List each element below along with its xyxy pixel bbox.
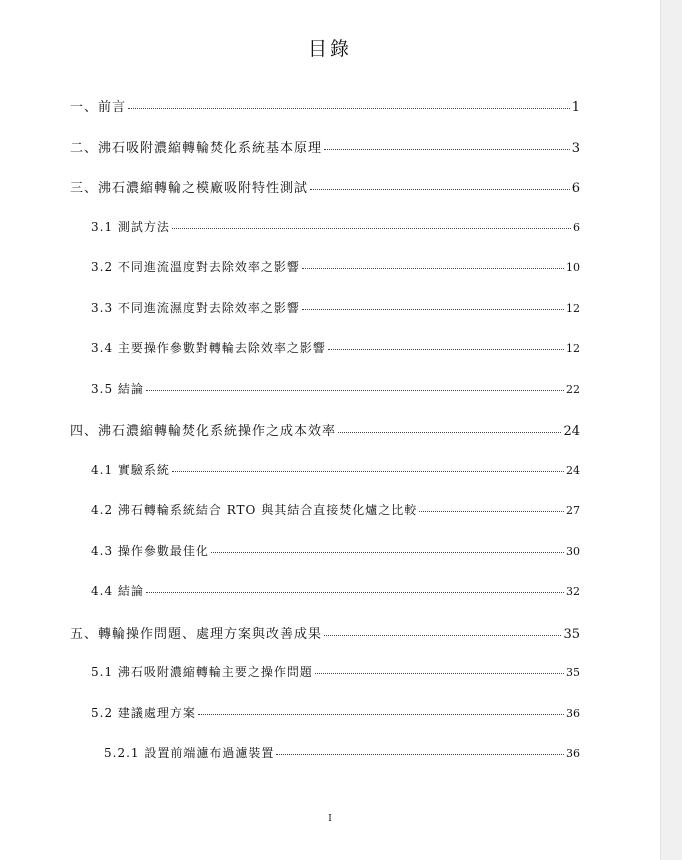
toc-entry-label: 3.4 主要操作參數對轉輪去除效率之影響 [91,341,326,355]
toc-entry[interactable] [70,96,580,115]
dot-leader [419,511,564,512]
dot-leader [302,268,564,269]
toc-entry[interactable] [91,299,580,316]
toc-entry[interactable] [91,663,580,680]
dot-leader [198,714,564,715]
toc-entry-label: 二、沸石吸附濃縮轉輪焚化系統基本原理 [70,140,323,156]
dot-leader [172,228,571,229]
toc-entry-page: 35 [563,626,580,642]
toc-entry-label: 3.5 結論 [91,381,144,396]
toc-entry-page: 3 [571,140,580,156]
toc-entry-label: 4.4 結論 [91,584,144,598]
toc-entry-label: 四、沸石濃縮轉輪焚化系統操作之成本效率 [70,424,337,439]
toc-entry-label: 5.1 沸石吸附濃縮轉輪主要之操作問題 [91,665,313,679]
toc-entry-page: 6 [571,181,580,196]
dot-leader [302,309,564,310]
toc-entry[interactable] [91,582,580,599]
toc-entry-page: 24 [566,463,580,477]
dot-leader [324,635,561,636]
dot-leader [315,673,564,674]
dot-leader [276,754,564,755]
toc-entry-page: 32 [566,585,580,598]
dot-leader [172,471,564,472]
toc-entry-label: 3.1 測試方法 [91,219,170,234]
toc-entry[interactable] [70,177,580,196]
toc-entry[interactable] [70,420,580,439]
toc-entry[interactable] [91,542,580,559]
toc-entry-label: 3.3 不同進流濕度對去除效率之影響 [91,300,300,315]
dot-leader [211,552,564,553]
toc-entry-page: 36 [566,706,580,720]
toc-entry[interactable] [91,704,580,721]
toc-entry-label: 三、沸石濃縮轉輪之模廠吸附特性測試 [70,181,309,196]
dot-leader [146,592,564,593]
toc-entry[interactable] [91,339,580,356]
toc-entry-page: 36 [566,747,580,760]
toc-entry[interactable] [91,258,580,275]
dot-leader [128,108,570,109]
page-number: I [328,814,332,824]
dot-leader [324,149,570,150]
toc-entry[interactable] [91,501,580,518]
viewer-background [660,0,682,860]
toc-entry[interactable] [91,461,580,478]
toc-entry-page: 10 [566,261,580,274]
toc-entry-label: 3.2 不同進流溫度對去除效率之影響 [91,260,300,274]
toc-entry-page: 12 [566,301,580,315]
toc-entry[interactable] [91,218,580,235]
dot-leader [328,349,564,350]
toc-entry[interactable] [104,744,580,761]
toc-entry[interactable] [70,137,580,156]
toc-entry-page: 6 [573,220,580,234]
toc-entry-label: 4.2 沸石轉輪系統結合 RTO 與其結合直接焚化爐之比較 [91,503,418,517]
toc-title: 目錄 [307,38,352,60]
dot-leader [310,189,570,190]
toc-entry-page: 30 [566,544,580,558]
toc-entry[interactable] [70,623,580,642]
toc-entry-label: 一、前言 [70,100,127,115]
toc-entry-page: 24 [563,424,580,439]
toc-entry-label: 4.1 實驗系統 [91,462,170,477]
toc-entry-page: 1 [571,100,580,115]
toc-entry[interactable] [91,380,580,397]
toc-entry-page: 22 [566,382,580,396]
toc-entry-label: 5.2 建議處理方案 [91,705,196,720]
dot-leader [146,390,564,391]
toc-entry-page: 27 [566,504,580,517]
toc-entry-label: 5.2.1 設置前端濾布過濾裝置 [104,746,275,760]
toc-entry-label: 4.3 操作參數最佳化 [91,543,209,558]
dot-leader [338,432,561,433]
toc-entry-page: 35 [566,666,580,679]
toc-entry-label: 五、轉輪操作問題、處理方案與改善成果 [70,626,323,642]
toc-entry-page: 12 [566,342,580,355]
